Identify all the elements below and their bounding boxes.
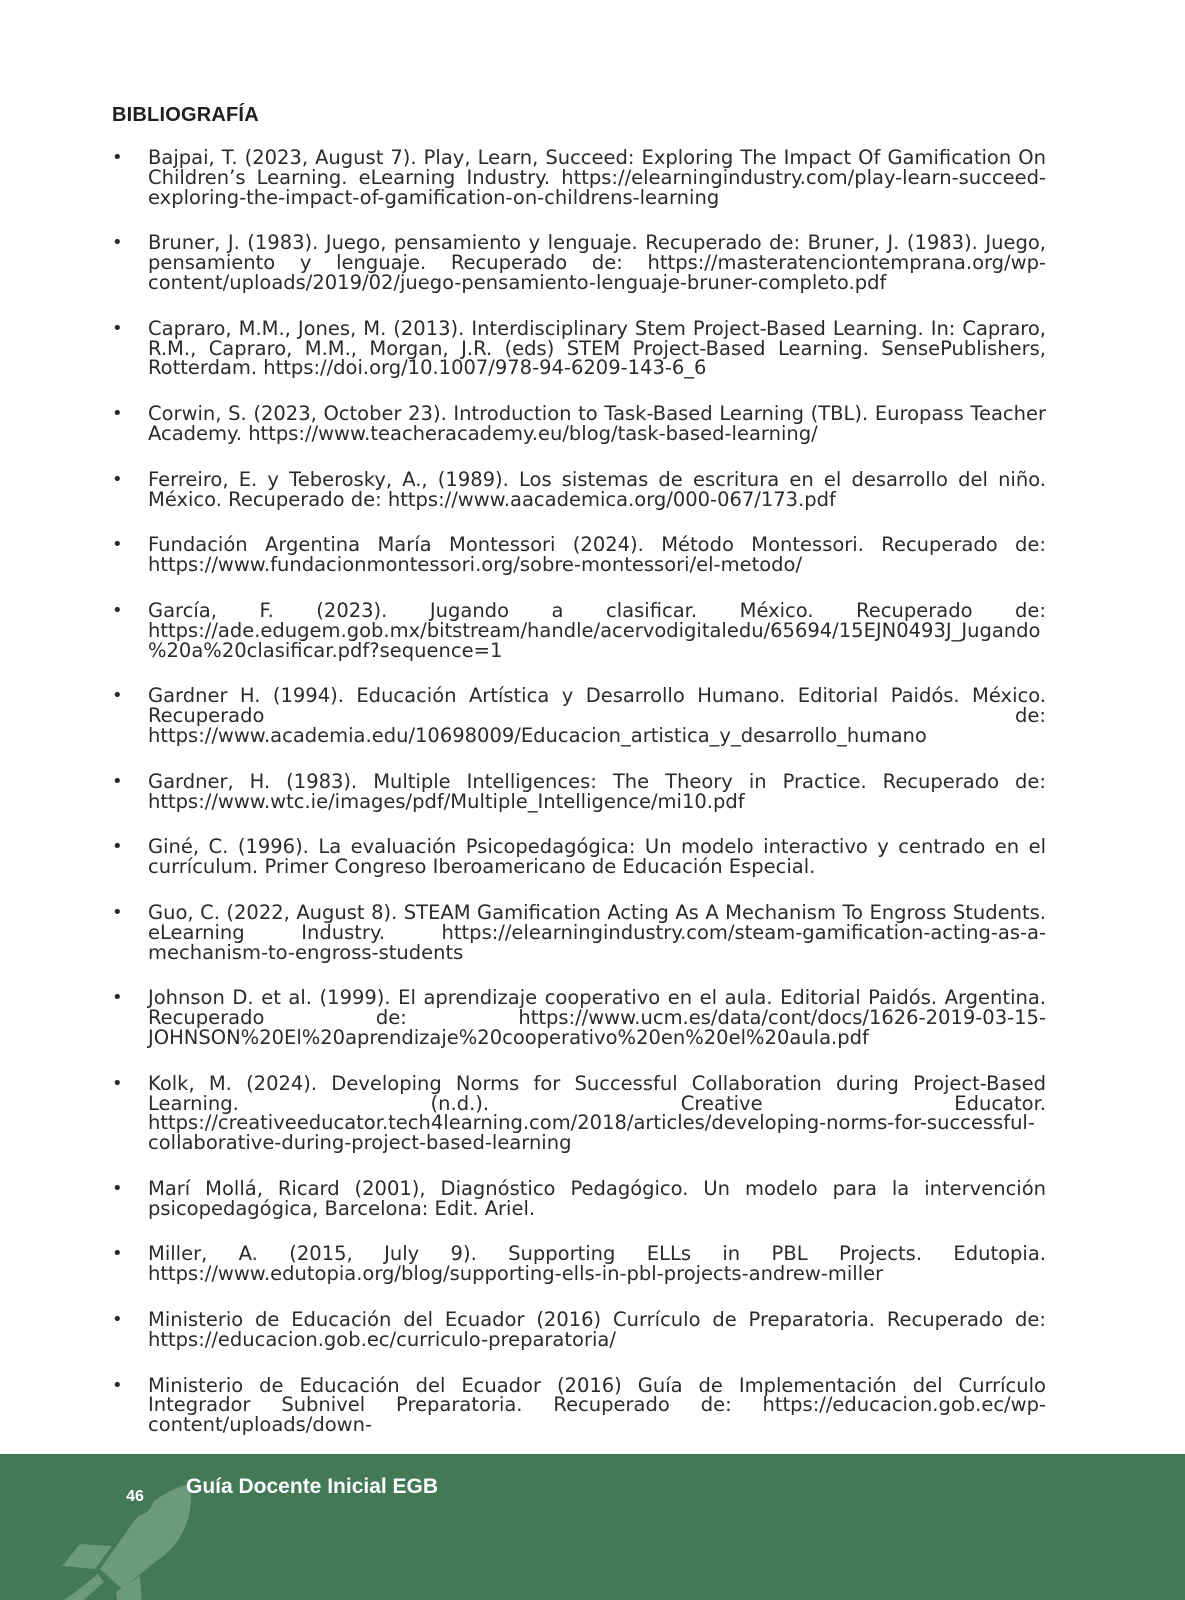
reference-item [112,467,1046,511]
bullet-icon: • [112,403,123,425]
bullet-icon: • [112,468,123,490]
bullet-icon: • [112,147,123,168]
bullet-icon: • [112,1374,123,1396]
bullet-icon: • [112,534,123,556]
bullet-icon: • [112,317,123,339]
reference-text: Corwin, S. (2023, October 23). Introduction to Task-Based Learning (TBL). Europass Teacher Academy. https://www.teacheracademy.eu/blog/task-based-learning/ [148,402,1046,445]
reference-item [112,598,1046,662]
reference-item [112,1176,1046,1220]
bullet-icon: • [112,1177,123,1199]
reference-text: Gardner H. (1994). Educación Artística y Desarrollo Humano. Editorial Paidós. México. Recuperado de: https://www.academia.edu/10698009/Educacion_artistica_y_desarrollo_humano [148,684,1046,747]
reference-text: Bruner, J. (1983). Juego, pensamiento y lenguaje. Recuperado de: Bruner, J. (1983). Juego, pensamiento y lenguaje. Recuperado de: https://masteratenciontemprana.org/wp-content/uploads/2019/02/juego-pensamiento-lenguaje-bruner-completo.pdf [148,231,1046,294]
reference-text: Ferreiro, E. y Teberosky, A., (1989). Los sistemas de escritura en el desarrollo del niño. México. Recuperado de: https://www.aacademica.org/000-067/173.pdf [148,467,1046,511]
reference-text: Capraro, M.M., Jones, M. (2013). Interdisciplinary Stem Project-Based Learning. In: Capraro, R.M., Capraro, M.M., Morgan, J.R. (eds) STEM Project-Based Learning. SensePublishers, Rotterdam. https://doi.org/10.1007/978-94-6209-143-6_6 [148,316,1046,380]
footer-band [0,1454,1185,1600]
reference-item [112,316,1046,380]
bullet-icon: • [112,836,123,858]
bullet-icon: • [112,987,123,1009]
bibliography-heading: BIBLIOGRAFÍA [112,104,259,126]
footer-title: Guía Docente Inicial EGB [186,1475,439,1498]
reference-text: Gardner, H. (1983). Multiple Intelligences: The Theory in Practice. Recuperado de: https://www.wtc.ie/images/pdf/Multiple_Intelligence/mi10.pdf [148,769,1046,813]
bibliography-list [112,148,1046,1435]
reference-item [112,1310,1046,1350]
page-content [112,104,1046,1461]
reference-text: Guo, C. (2022, August 8). STEAM Gamification Acting As A Mechanism To Engross Students. eLearning Industry. https://elearningindustry.com/steam-gamification-acting-as-a-mechanism-to-engross-students [148,900,1046,964]
reference-item [112,1373,1046,1437]
bullet-icon: • [112,685,123,707]
reference-item [112,837,1046,877]
reference-text: Ministerio de Educación del Ecuador (2016) Guía de Implementación del Currículo Integrador Subnivel Preparatoria. Recuperado de: https://educacion.gob.ec/wp-content/uploads/down- [148,1373,1046,1437]
reference-text: Bajpai, T. (2023, August 7). Play, Learn, Succeed: Exploring The Impact Of Gamification On Children’s Learning. eLearning Industry. https://elearningindustry.com/play-learn-succeed-exploring-the-impact-of-gamification-on-childrens-learning [148,146,1046,209]
reference-item [112,900,1046,964]
bullet-icon: • [112,1072,123,1094]
reference-item [112,404,1046,444]
reference-item [112,535,1046,575]
reference-text: Marí Mollá, Ricard (2001), Diagnóstico Pedagógico. Un modelo para la intervención psicopedagógica, Barcelona: Edit. Ariel. [148,1176,1046,1220]
reference-text: García, F. (2023). Jugando a clasificar. México. Recuperado de: https://ade.edugem.gob.mx/bitstream/handle/acervodigitaledu/65694/15EJN0493J_Jugando%20a%20clasificar.pdf?sequence=1 [148,598,1046,662]
reference-text: Ministerio de Educación del Ecuador (2016) Currículo de Preparatoria. Recuperado de: https://educacion.gob.ec/curriculo-preparatoria/ [148,1308,1046,1351]
page-number: 46 [116,1478,154,1516]
reference-item [112,1244,1046,1284]
reference-item [112,686,1046,745]
reference-item [112,1071,1046,1155]
bullet-icon: • [112,1243,123,1265]
reference-item [112,233,1046,292]
bullet-icon: • [112,599,123,621]
bullet-icon: • [112,1309,123,1331]
reference-item [112,769,1046,813]
reference-text: Giné, C. (1996). La evaluación Psicopedagógica: Un modelo interactivo y centrado en el currículum. Primer Congreso Iberoamericano de Educación Especial. [148,835,1046,879]
reference-text: Miller, A. (2015, July 9). Supporting ELLs in PBL Projects. Edutopia. https://www.edutopia.org/blog/supporting-ells-in-pbl-projects-andrew-miller [148,1242,1046,1286]
reference-text: Kolk, M. (2024). Developing Norms for Successful Collaboration during Project-Based Learning. (n.d.). Creative Educator. https://creativeeducator.tech4learning.com/2018/articles/developing-norms-for-successful-collaborative-during-project-based-learning [148,1071,1046,1155]
reference-item [112,148,1046,207]
bullet-icon: • [112,232,123,254]
reference-item [112,988,1046,1047]
bullet-icon: • [112,770,123,792]
reference-text: Johnson D. et al. (1999). El aprendizaje cooperativo en el aula. Editorial Paidós. Argentina. Recuperado de: https://www.ucm.es/data/cont/docs/1626-2019-03-15-JOHNSON%20El%20aprendizaje%20cooperativo%20en%20el%20aula.pdf [148,986,1046,1049]
bullet-icon: • [112,901,123,923]
reference-text: Fundación Argentina María Montessori (2024). Método Montessori. Recuperado de: https://www.fundacionmontessori.org/sobre-montessori/el-metodo/ [148,533,1046,577]
